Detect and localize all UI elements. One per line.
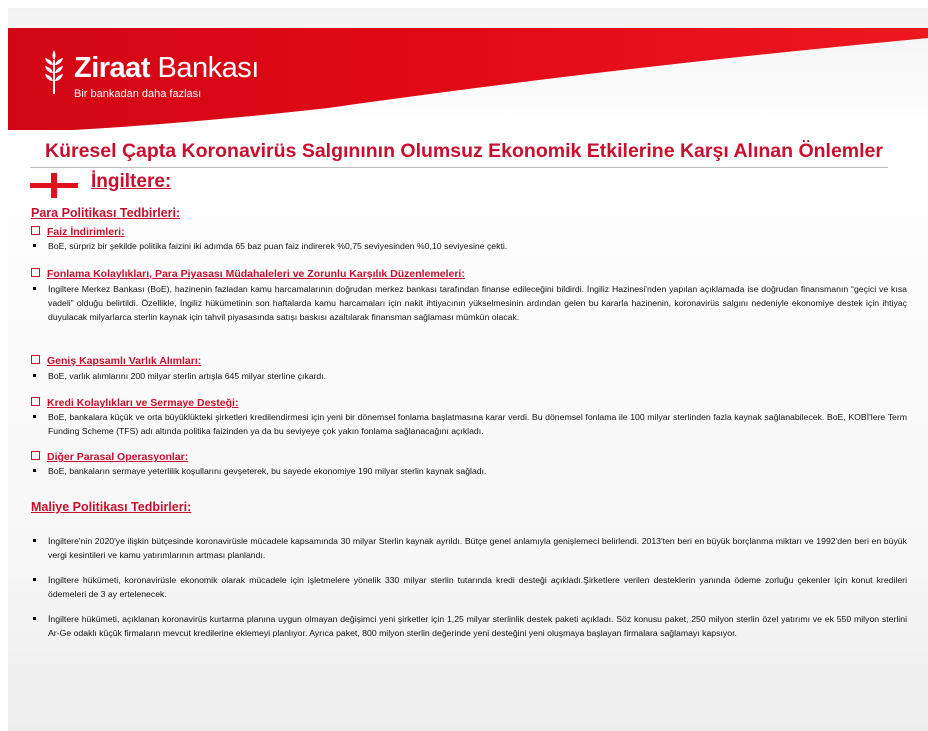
list-item: BoE, sürpriz bir şekilde politika faizini iki adımda 65 baz puan faiz indirerek %0,75 seviyesinden %0,10 seviyesine çekti.: [33, 239, 907, 253]
subheading-funding: Fonlama Kolaylıkları, Para Piyasası Müdahaleleri ve Zorunlu Karşılık Düzenlemeleri:: [31, 268, 465, 280]
bullet-icon: [33, 374, 36, 377]
wheat-icon: [42, 48, 66, 96]
title-divider: [30, 167, 888, 168]
bullet-icon: [33, 539, 36, 542]
list-item: İngiltere Merkez Bankası (BoE), hazinenin fazladan kamu harcamalarının doğrudan merkez bankası tarafından finanse edileceğini bildirdi. İngiliz Hazinesi'nden yapılan açıklamada ise doğrudan finansmanın “geçici ve kısa vadeli” olduğu belirtildi. Özellikle, İngiliz hükümetinin son haftalarda kamu harcamaları için nakit ihtiyacının yükselmesinin ardından gelen bu kararla hazinenin, koronavirüs salgını nedeniyle ekonomiye destek için ihtiyaç duyulacak milyarlarca sterlin kaynak için tahvil piyasasında satışı baskısı azaltılarak finansman sağlaması mümkün olacak.: [33, 282, 907, 324]
bullet-icon: [33, 617, 36, 620]
checkbox-icon: [31, 397, 40, 406]
brand-name-light: Bankası: [157, 52, 259, 84]
country-heading: İngiltere:: [91, 171, 172, 192]
list-item: BoE, bankalara küçük ve orta büyüklükteki şirketleri kredilendirmesi için yeni bir dönemsel fonlama başlatmasına karar verdi. Bu dönemsel fonlama ile 100 milyar sterlinden fazla kaynak sağlanabilecek. BoE, KOBİ'lere Term Funding Scheme (TFS) adı altında politika faizinden ya da bu seviyeye çok yakın fonlama sağlanacağını açıkladı.: [33, 410, 907, 438]
checkbox-icon: [31, 226, 40, 235]
list-item: BoE, varlık alımlarını 200 milyar sterlin artışla 645 milyar sterline çıkardı.: [33, 369, 907, 383]
list-item: BoE, bankaların sermaye yeterlilik koşullarını gevşeterek, bu sayede ekonomiye 190 milyar sterlin kaynak sağladı.: [33, 464, 907, 478]
list-item: İngiltere'nin 2020'ye ilişkin bütçesinde koronavirüsle mücadele kapsamında 30 milyar Sterlin kaynak ayrıldı. Bütçe genel anlamıyla genişlemeci belirlendi. 2013'ten beri en büyük borçlanma miktarı ve 1992'den beri en büyük vergi kesintileri ve kamu yatırımlarının artması planlandı.: [33, 534, 907, 562]
bullet-icon: [33, 287, 36, 290]
bullet-icon: [33, 469, 36, 472]
brand-tagline: Bir bankadan daha fazlası: [74, 88, 202, 100]
subheading-credit-facilities: Kredi Kolaylıkları ve Sermaye Desteği:: [31, 397, 238, 409]
bullet-icon: [33, 244, 36, 247]
bullet-icon: [33, 415, 36, 418]
checkbox-icon: [31, 451, 40, 460]
checkbox-icon: [31, 268, 40, 277]
subheading-other-operations: Diğer Parasal Operasyonlar:: [31, 451, 188, 463]
bullet-icon: [33, 578, 36, 581]
england-flag-icon: [30, 173, 78, 198]
list-item: İngiltere hükümeti, açıklanan koronavirüs kurtarma planına uygun olmayan değişimci yeni şirketler için 1,25 milyar sterlinlik destek paketi açıkladı. Söz konusu paket, 250 milyon sterlin özel yatırımı ve ek 550 milyon sterlini Ar-Ge odaklı küçük firmaların mevcut kredilerine eklemeyi planlıyor. Ayrıca paket, 800 milyon sterlin değerinde yeni desteğini yeni oluşmaya başlayan firmalara sağlamayı kapsıyor.: [33, 612, 907, 640]
fiscal-policy-heading: Maliye Politikası Tedbirleri:: [31, 500, 192, 514]
brand-name-bold: Ziraat: [74, 52, 150, 84]
list-item: İngiltere hükümeti, koronavirüsle ekonomik olarak mücadele için işletmelere yönelik 330 milyar sterlin tutarında kredi desteği açıkladı.Şirketlere verilen desteklerin yanında ödeme zorluğu çekenler için konut kredileri ödemeleri de 3 ay ertelenecek.: [33, 573, 907, 601]
monetary-policy-heading: Para Politikası Tedbirleri:: [31, 206, 181, 220]
subheading-rate-cuts: Faiz İndirimleri:: [31, 226, 125, 238]
brand-name: [74, 52, 259, 85]
page-title: Küresel Çapta Koronavirüs Salgınının Olumsuz Ekonomik Etkilerine Karşı Alınan Önlemler: [45, 140, 883, 162]
subheading-asset-purchases: Geniş Kapsamlı Varlık Alımları:: [31, 355, 201, 367]
checkbox-icon: [31, 355, 40, 364]
